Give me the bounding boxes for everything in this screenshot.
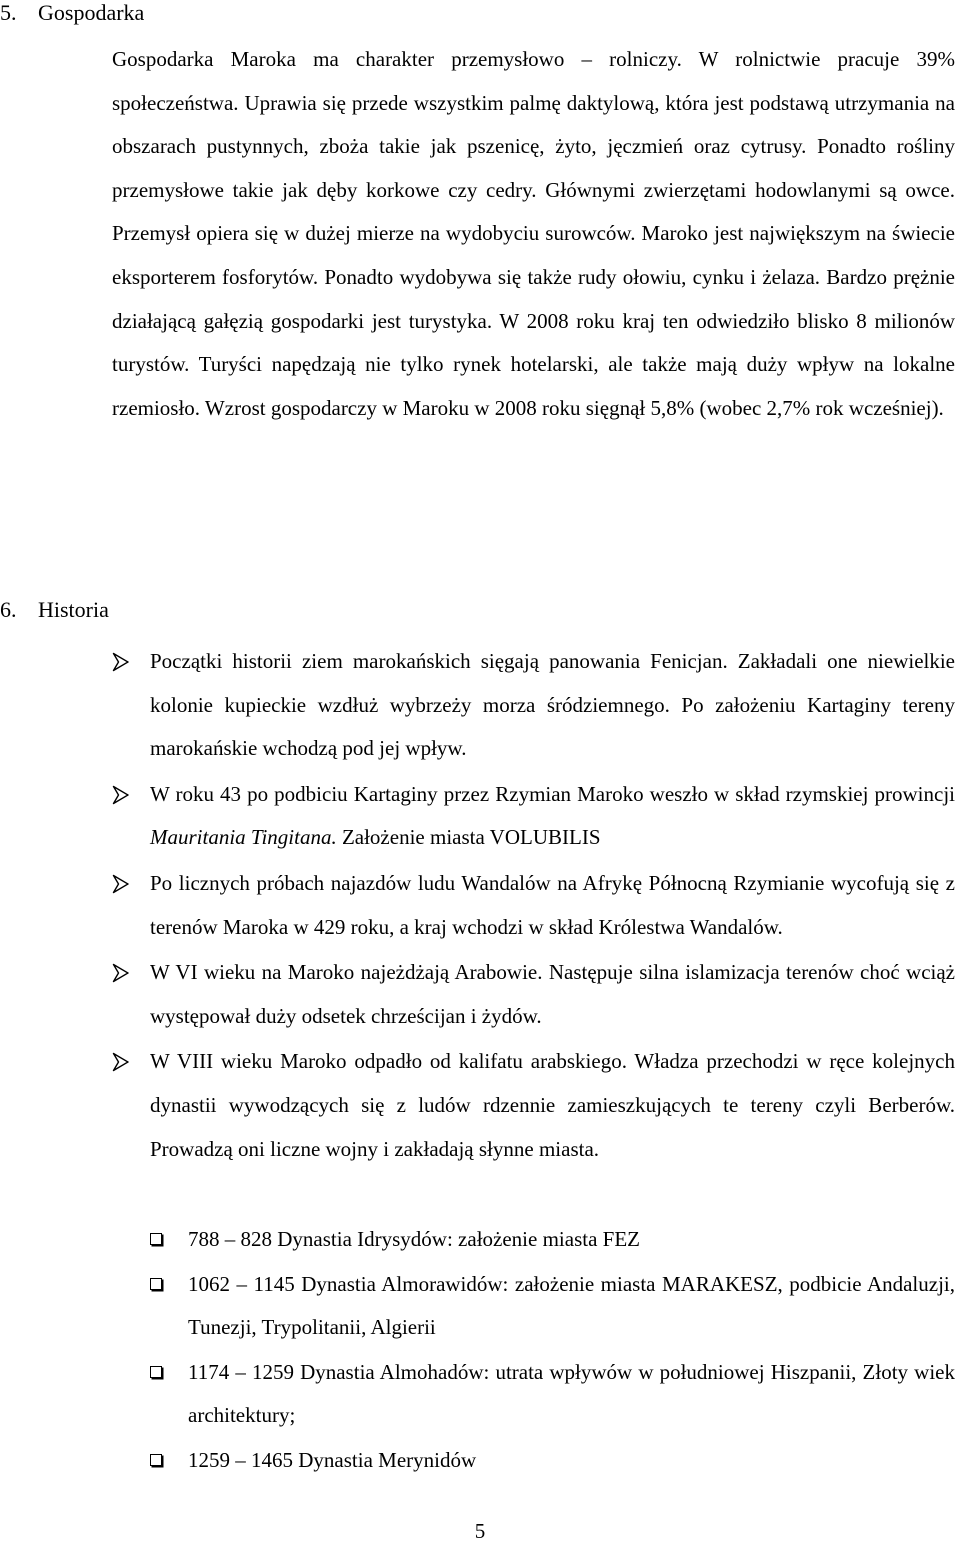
section-title: Historia (38, 597, 109, 622)
section-title: Gospodarka (38, 0, 145, 25)
arrowhead-bullet-icon (112, 1052, 130, 1072)
dynasty-item (150, 1263, 955, 1350)
list-item (112, 862, 955, 949)
list-item-text-tail: Założenie miasta VOLUBILIS (336, 825, 601, 850)
arrowhead-bullet-icon (112, 874, 130, 894)
dynasty-item (150, 1351, 955, 1438)
arrowhead-bullet-icon (112, 963, 130, 983)
dynasty-item (150, 1218, 955, 1262)
section-number: 6. (0, 597, 17, 622)
page-number: 5 (474, 1519, 486, 1543)
dynasty-item (150, 1439, 955, 1483)
arrowhead-bullet-icon (112, 785, 130, 805)
list-item-text: Po licznych próbach najazdów ludu Wandalów na Afrykę Północną Rzymianie wycofują się z terenów Maroka w 429 roku, a kraj wchodzi w skład Królestwa Wandalów. (150, 870, 955, 939)
section-heading-economy (0, 0, 144, 26)
province-name: Mauritania Tingitana. (150, 825, 337, 850)
list-item-text: W VIII wieku Maroko odpadło od kalifatu arabskiego. Władza przechodzi w ręce kolejnych dynastii wywodzących się z ludów rdzennie zamieszkujących te tereny czyli Berberów. Prowadzą oni liczne wojny i zakładają słynne miasta. (150, 1049, 955, 1161)
dynasty-text: 1174 – 1259 Dynastia Almohadów: utrata wpływów w południowej Hiszpanii, Złoty wiek architektury; (188, 1359, 955, 1428)
history-list (112, 640, 955, 1173)
list-item (112, 1040, 955, 1171)
list-item-text: W roku 43 po podbiciu Kartaginy przez Rzymian Maroko weszło w skład rzymskiej prowincji (150, 781, 955, 806)
list-item (112, 951, 955, 1038)
checkbox-square-bullet-icon (150, 1366, 162, 1378)
dynasty-text: 1259 – 1465 Dynastia Merynidów (188, 1447, 477, 1472)
checkbox-square-bullet-icon (150, 1233, 162, 1245)
dynasties-list (150, 1218, 955, 1484)
dynasty-text: 788 – 828 Dynastia Idrysydów: założenie miasta FEZ (188, 1227, 640, 1251)
list-item (112, 773, 955, 860)
list-item-text: W VI wieku na Maroko najeżdżają Arabowie. Następuje silna islamizacja terenów choć wciąż występował duży odsetek chrześcijan i żydów. (150, 960, 955, 1028)
checkbox-square-bullet-icon (150, 1454, 162, 1466)
list-item-text: Początki historii ziem marokańskich sięgają panowania Fenicjan. Zakładali one niewielkie kolonie kupieckie wzdłuż wybrzeży morza śródziemnego. Po założeniu Kartaginy tereny marokańskie wchodzą pod jej wpływ. (150, 649, 955, 761)
economy-paragraph: Gospodarka Maroka ma charakter przemysłowo – rolniczy. W rolnictwie pracuje 39% społeczeństwa. Uprawia się przede wszystkim palmę daktylową, która jest podstawą utrzymania na obszarach pustynnych, zboża takie jak pszenicę, żyto, jęczmień oraz cytrusy. Ponadto rośliny przemysłowe takie jak dęby korkowe czy cedry. Głównymi zwierzętami hodowlanymi są owce. Przemysł opiera się w dużej mierze na wydobyciu surowców. Maroko jest największym na świecie eksporterem fosforytów. Ponadto wydobywa się także rudy ołowiu, cynku i żelaza. Bardzo prężnie działającą gałęzią gospodarki jest turystyka. W 2008 roku kraj ten odwiedziło blisko 8 milionów turystów. Turyści napędzają nie tylko rynek hotelarski, ale także mają duży wpływ na lokalne rzemiosło. Wzrost gospodarczy w Maroku w 2008 roku sięgnął 5,8% (wobec 2,7% rok wcześniej). (112, 47, 955, 420)
arrowhead-bullet-icon (112, 652, 130, 672)
section-heading-history (0, 597, 109, 623)
dynasty-text: 1062 – 1145 Dynastia Almorawidów: założenie miasta MARAKESZ, podbicie Andaluzji, Tunezji, Trypolitanii, Algierii (188, 1271, 955, 1340)
checkbox-square-bullet-icon (150, 1278, 162, 1290)
list-item (112, 640, 955, 771)
section-number: 5. (0, 0, 17, 25)
